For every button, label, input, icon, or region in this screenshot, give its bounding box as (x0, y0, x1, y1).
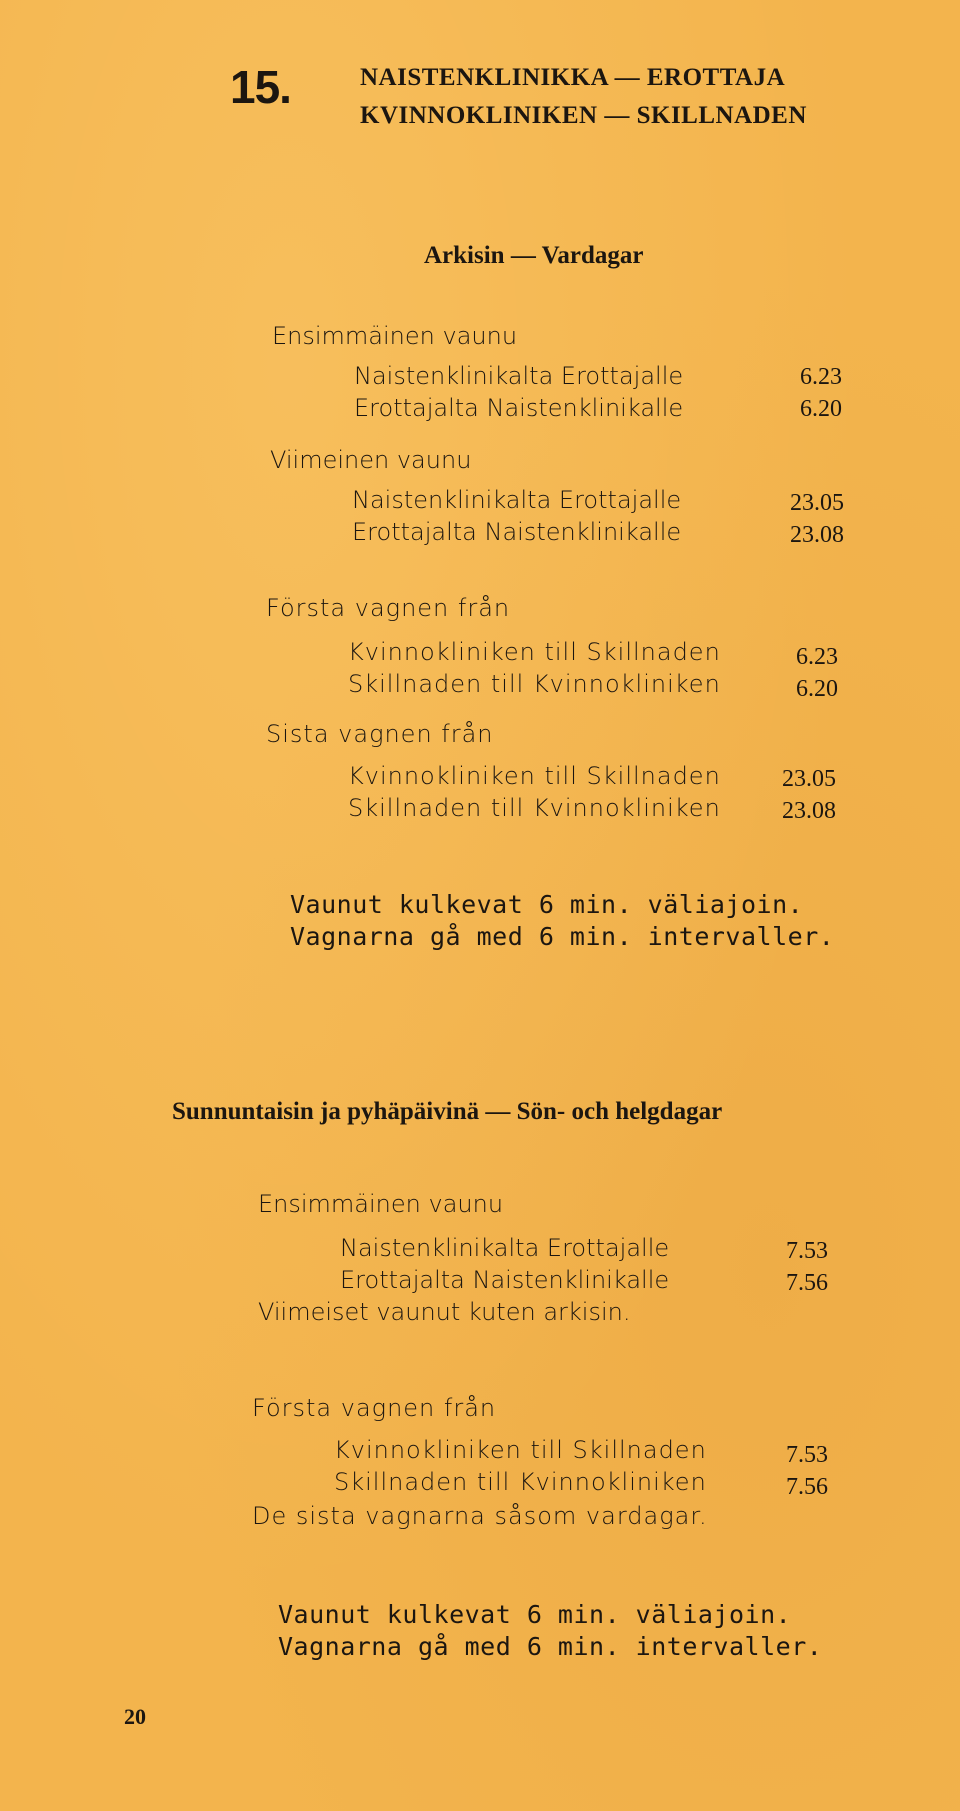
weekday-fi-last-route-2: Erottajalta Naistenklinikalle (352, 518, 682, 546)
weekday-heading: Arkisin — Vardagar (424, 242, 644, 269)
weekday-sv-last-route-2: Skillnaden till Kvinnokliniken (348, 794, 721, 822)
weekday-sv-last-label: Sista vagnen från (266, 720, 494, 748)
holiday-sv-first-label: Första vagnen från (252, 1394, 497, 1422)
weekday-interval-fi: Vaunut kulkevat 6 min. väliajoin. (290, 890, 804, 919)
weekday-sv-first-label: Första vagnen från (266, 594, 511, 622)
holiday-heading: Sunnuntaisin ja pyhäpäivinä — Sön- och helgdagar (172, 1098, 723, 1125)
route-number: 15. (230, 61, 291, 113)
holiday-fi-last-note: Viimeiset vaunut kuten arkisin. (258, 1298, 631, 1326)
weekday-fi-first-route-2: Erottajalta Naistenklinikalle (354, 394, 684, 422)
holiday-sv-first-route-1: Kvinnokliniken till Skillnaden (334, 1436, 707, 1464)
weekday-sv-last-time-1: 23.05 (782, 766, 836, 792)
holiday-interval-fi: Vaunut kulkevat 6 min. väliajoin. (278, 1600, 792, 1629)
holiday-sv-first-time-1: 7.53 (786, 1442, 828, 1468)
weekday-sv-last-route-1: Kvinnokliniken till Skillnaden (348, 762, 721, 790)
route-title-sv: KVINNOKLINIKEN — SKILLNADEN (360, 102, 807, 129)
page-number: 20 (124, 1704, 146, 1729)
weekday-fi-first-route-1: Naistenklinikalta Erottajalle (354, 362, 684, 390)
holiday-fi-first-route-1: Naistenklinikalta Erottajalle (340, 1234, 670, 1262)
holiday-fi-first-label: Ensimmäinen vaunu (258, 1190, 504, 1218)
weekday-fi-first-time-2: 6.20 (800, 396, 842, 422)
holiday-sv-first-time-2: 7.56 (786, 1474, 828, 1500)
weekday-fi-first-label: Ensimmäinen vaunu (272, 322, 518, 350)
weekday-fi-first-time-1: 6.23 (800, 364, 842, 390)
route-title-fi: NAISTENKLINIKKA — EROTTAJA (360, 64, 786, 91)
weekday-sv-first-time-2: 6.20 (796, 676, 838, 702)
weekday-fi-last-label: Viimeinen vaunu (270, 446, 472, 474)
weekday-sv-first-time-1: 6.23 (796, 644, 838, 670)
holiday-fi-first-route-2: Erottajalta Naistenklinikalle (340, 1266, 670, 1294)
holiday-fi-first-time-2: 7.56 (786, 1270, 828, 1296)
weekday-fi-last-route-1: Naistenklinikalta Erottajalle (352, 486, 682, 514)
weekday-sv-first-route-1: Kvinnokliniken till Skillnaden (348, 638, 721, 666)
holiday-sv-first-route-2: Skillnaden till Kvinnokliniken (334, 1468, 707, 1496)
holiday-interval-sv: Vagnarna gå med 6 min. intervaller. (278, 1632, 823, 1661)
weekday-fi-last-time-2: 23.08 (790, 522, 844, 548)
weekday-sv-last-time-2: 23.08 (782, 798, 836, 824)
weekday-fi-last-time-1: 23.05 (790, 490, 844, 516)
weekday-sv-first-route-2: Skillnaden till Kvinnokliniken (348, 670, 721, 698)
holiday-sv-last-note: De sista vagnarna såsom vardagar. (252, 1502, 708, 1530)
holiday-fi-first-time-1: 7.53 (786, 1238, 828, 1264)
weekday-interval-sv: Vagnarna gå med 6 min. intervaller. (290, 922, 835, 951)
